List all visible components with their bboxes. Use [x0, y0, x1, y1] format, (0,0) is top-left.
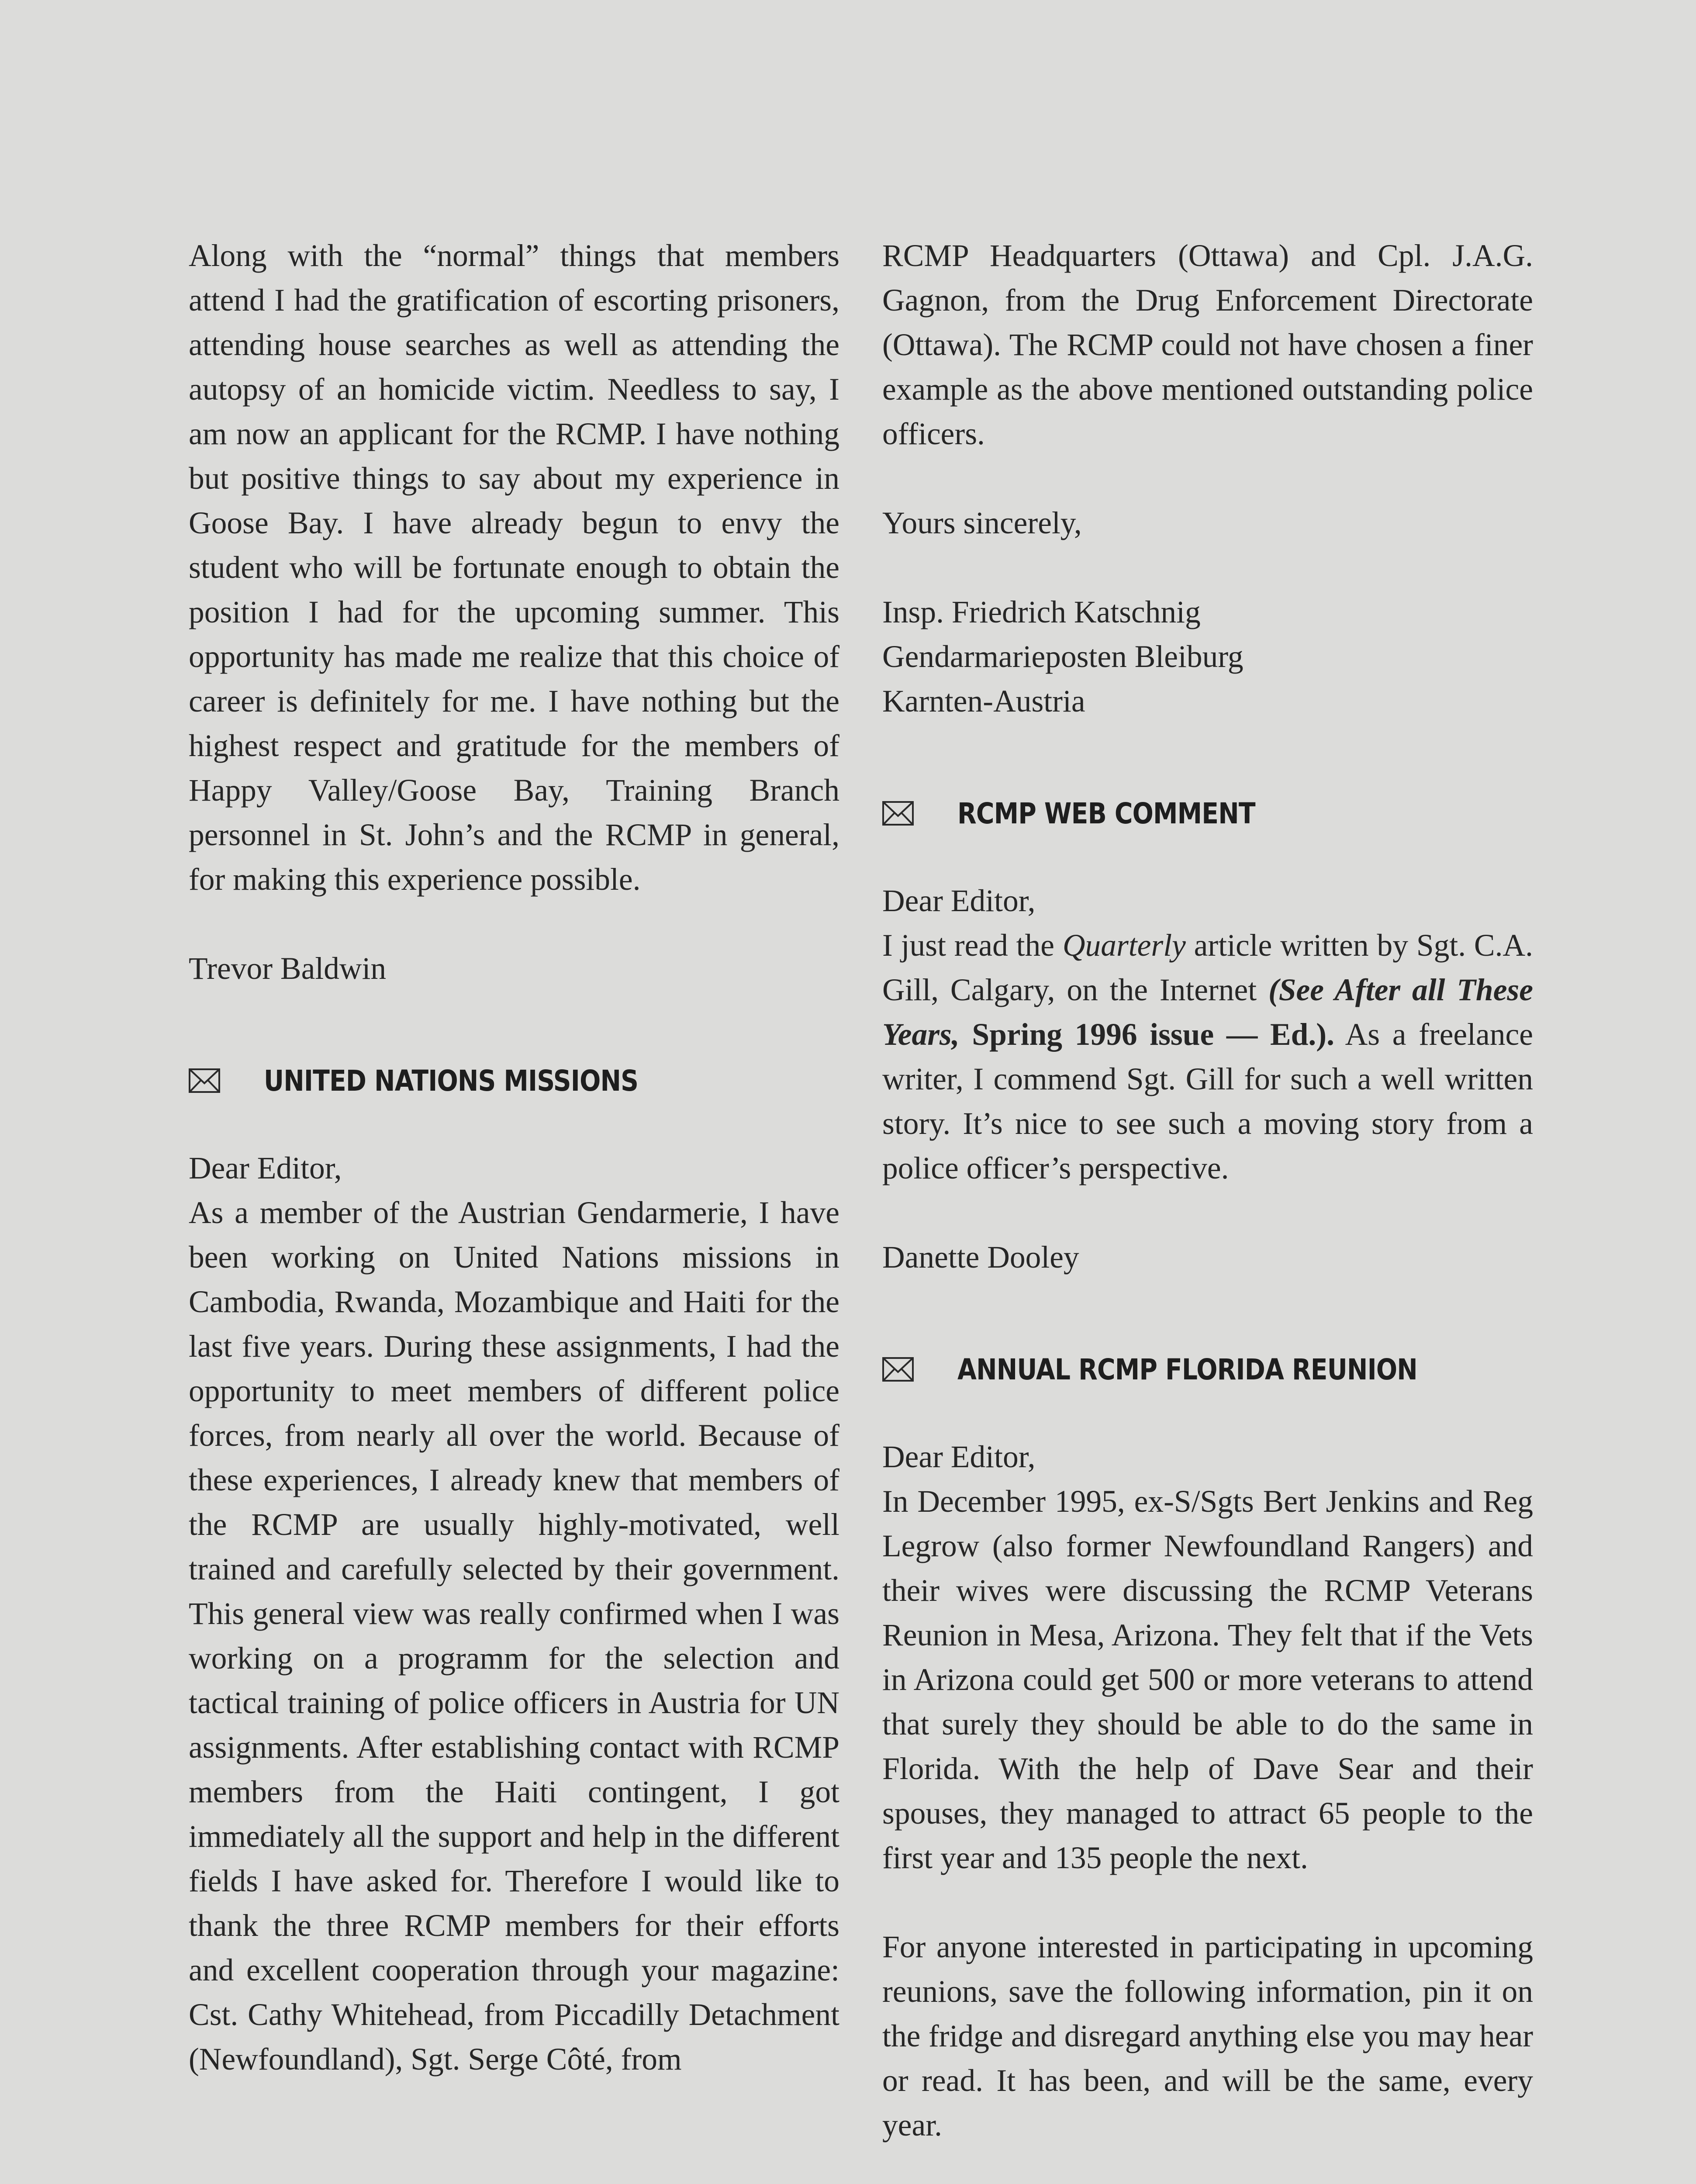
- left-column: [189, 234, 839, 2082]
- issue-citation: Spring 1996 issue — Ed.).: [959, 1017, 1334, 1052]
- un-missions-heading: [189, 1057, 839, 1105]
- florida-reunion-title: ANNUAL RCMP FLORIDA REUNION: [957, 1352, 1417, 1386]
- florida-body-2: For anyone interested in participating in upcoming reunions, save the following information, pin it on the fridge and disregard anything else you may hear or read. It has been, and will be the same, every year.: [882, 1930, 1533, 2143]
- web-comment-heading: [882, 789, 1533, 837]
- un-salutation: Dear Editor,: [189, 1151, 342, 1185]
- un-signature-post: Gendarmarieposten Bleiburg: [882, 639, 1244, 674]
- magazine-name: Quarterly: [1062, 928, 1186, 963]
- envelope-icon: [189, 1068, 220, 1093]
- web-signature: Danette Dooley: [882, 1240, 1079, 1275]
- intro-signature: Trevor Baldwin: [189, 951, 387, 986]
- web-comment-title: RCMP WEB COMMENT: [957, 796, 1255, 830]
- intro-paragraph: Along with the “normal” things that members attend I had the gratification of escorting prisoners, attending house searches as well as attending the autopsy of an homicide victim. Needless to say, I am now an applicant for the RCMP. I have nothing but positive things to say about my experience in Goose Bay. I have already begun to envy the student who will be fortunate enough to obtain the position I had for the upcoming summer. This opportunity has made me realize that this choice of career is definitely for me. I have nothing but the highest respect and gratitude for the members of Happy Valley/Goose Bay, Training Branch personnel in St. John’s and the RCMP in general, for making this experience possible.: [189, 238, 839, 897]
- web-body-part: I just read the: [882, 928, 1063, 963]
- un-missions-title: UNITED NATIONS MISSIONS: [264, 1064, 639, 1098]
- envelope-icon: [882, 1357, 914, 1382]
- un-body-continued: RCMP Headquarters (Ottawa) and Cpl. J.A.G. Gagnon, from the Drug Enforcement Directorate (Ottawa). The RCMP could not have chosen a finer example as the above mentioned outstanding police officers.: [882, 238, 1533, 451]
- right-column: [882, 234, 1533, 2148]
- article-citation: (See After all These Years,: [882, 973, 1533, 1052]
- un-signature-place: Karnten-Austria: [882, 684, 1085, 719]
- web-body: [882, 923, 1533, 1191]
- florida-salutation: Dear Editor,: [882, 1440, 1036, 1474]
- un-signature-name: Insp. Friedrich Katschnig: [882, 595, 1201, 629]
- web-salutation: Dear Editor,: [882, 884, 1036, 918]
- envelope-icon: [882, 801, 914, 826]
- florida-body-1: In December 1995, ex-S/Sgts Bert Jenkins and Reg Legrow (also former Newfoundland Rangers) and their wives were discussing the RCMP Veterans Reunion in Mesa, Arizona. They felt that if the Vets in Arizona could get 500 or more veterans to attend that surely they should be able to do the same in Florida. With the help of Dave Sear and their spouses, they managed to attract 65 people to the first year and 135 people the next.: [882, 1484, 1533, 1875]
- un-closing: Yours sincerely,: [882, 506, 1082, 540]
- un-body: As a member of the Austrian Gendarmerie, I have been working on United Nations missions in Cambodia, Rwanda, Mozambique and Haiti for the last five years. During these assignments, I had the opportunity to meet members of different police forces, from nearly all over the world. Because of these experiences, I already knew that members of the RCMP are usually highly-motivated, well trained and carefully selected by their government. This general view was really confirmed when I was working on a programm for the selection and tactical training of police officers in Austria for UN assignments. After establishing contact with RCMP members from the Haiti contingent, I got immediately all the support and help in the different fields I have asked for. Therefore I would like to thank the three RCMP members for their efforts and excellent cooperation through your magazine: Cst. Cathy Whitehead, from Piccadilly Detachment (Newfoundland), Sgt. Serge Côté, from: [189, 1196, 839, 2077]
- florida-reunion-heading: [882, 1345, 1533, 1393]
- web-body-part: As a freelance writer, I commend Sgt. Gill for such a well written story. It’s nice to see such a moving story from a police officer’s perspective.: [882, 1017, 1533, 1185]
- web-body-part: article written by Sgt. C.A. Gill, Calgary, on the Internet: [882, 928, 1533, 1007]
